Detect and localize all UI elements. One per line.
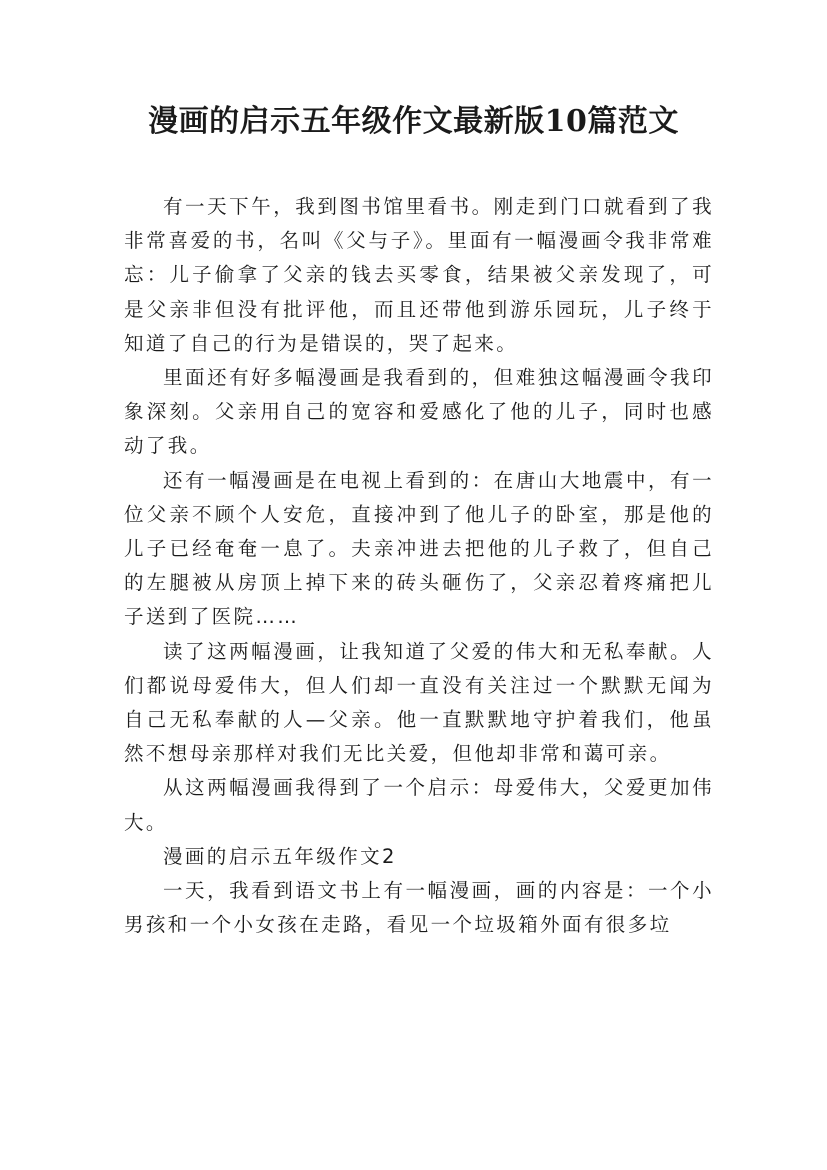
paragraph-5: 从这两幅漫画我得到了一个启示：母爱伟大，父爱更加伟大。 bbox=[124, 776, 714, 834]
paragraph-2: 里面还有好多幅漫画是我看到的，但难独这幅漫画令我印象深刻。父亲用自己的宽容和爱感化了他的儿子，同时也感动了我。 bbox=[124, 366, 714, 458]
paragraph-7: 一天，我看到语文书上有一幅漫画，画的内容是：一个小男孩和一个小女孩在走路，看见一个垃圾箱外面有很多垃 bbox=[124, 879, 714, 937]
section-heading-2: 漫画的启示五年级作文2 bbox=[163, 844, 397, 868]
document-title: 漫画的启示五年级作文最新版10篇范文 bbox=[148, 104, 679, 139]
paragraph-4: 读了这两幅漫画，让我知道了父爱的伟大和无私奉献。人们都说母爱伟大，但人们却一直没有关注过一个默默无闻为自己无私奉献的人—父亲。他一直默默地守护着我们，他虽然不想母亲那样对我们无比关爱，但他却非常和蔼可亲。 bbox=[124, 639, 714, 766]
paragraph-3: 还有一幅漫画是在电视上看到的：在唐山大地震中，有一位父亲不顾个人安危，直接冲到了他儿子的卧室，那是他的儿子已经奄奄一息了。夫亲冲进去把他的儿子救了，但自己的左腿被从房顶上掉下来的砖头砸伤了，父亲忍着疼痛把儿子送到了医院…… bbox=[124, 468, 714, 629]
document-body bbox=[124, 190, 714, 942]
paragraph-1: 有一天下午，我到图书馆里看书。刚走到门口就看到了我非常喜爱的书，名叫《父与子》。里面有一幅漫画令我非常难忘：儿子偷拿了父亲的钱去买零食，结果被父亲发现了，可是父亲非但没有批评他，而且还带他到游乐园玩，儿子终于知道了自己的行为是错误的，哭了起来。 bbox=[124, 195, 714, 355]
